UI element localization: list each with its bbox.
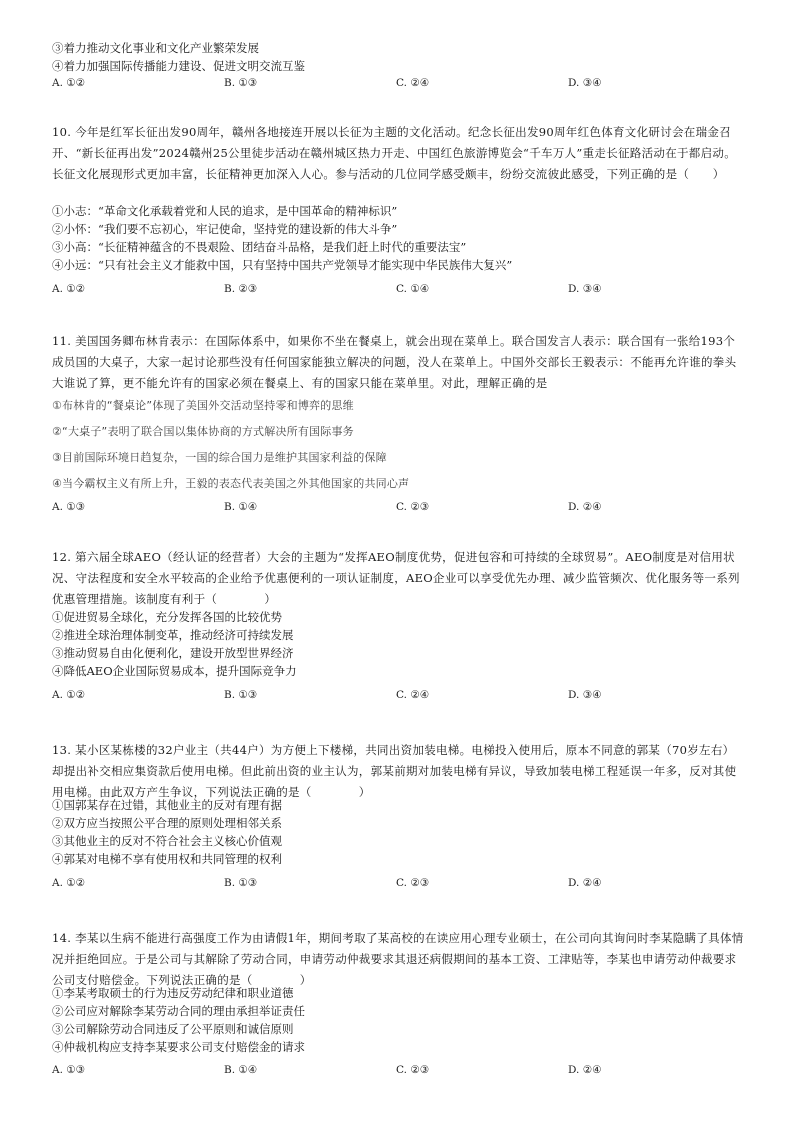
option-b: B. ①③ bbox=[224, 77, 258, 89]
option-b: B. ①④ bbox=[224, 1064, 258, 1076]
q12-item-4: ④降低AEO企业国际贸易成本，提升国际竞争力 bbox=[52, 664, 297, 678]
option-c: C. ②③ bbox=[396, 877, 430, 889]
top-options bbox=[52, 77, 732, 93]
q13-item-4: ④郭某对电梯不享有使用权和共同管理的权利 bbox=[52, 852, 282, 866]
q11-item-2: ②“大桌子”表明了联合国以集体协商的方式解决所有国际事务 bbox=[52, 425, 354, 438]
option-a: A. ①② bbox=[52, 689, 86, 701]
q11-stem: 11. 美国国务卿布林肯表示：在国际体系中，如果你不坐在餐桌上，就会出现在菜单上。联合国发言人表示：联合国有一张给193个成员国的大桌子，大家一起讨论那些没有任何国家能独立解决的问题，没人在菜单上。中国外交部长王毅表示：不能再允许谁的拳头大谁说了算，更不能允许有的国家必须在餐桌上、有的国家只能在菜单里。对此，理解正确的是 bbox=[52, 334, 737, 390]
option-c: C. ①④ bbox=[396, 283, 430, 295]
q12-options bbox=[52, 689, 732, 705]
q10-item-2: ②小怀：“我们要不忘初心，牢记使命，坚持党的建设新的伟大斗争” bbox=[52, 222, 398, 236]
q12-item-2: ②推进全球治理体制变革，推动经济可持续发展 bbox=[52, 628, 294, 642]
option-c: C. ②④ bbox=[396, 77, 430, 89]
q12-item-1: ①促进贸易全球化，充分发挥各国的比较优势 bbox=[52, 610, 282, 624]
option-a: A. ①③ bbox=[52, 501, 86, 513]
option-d: D. ②④ bbox=[568, 877, 602, 889]
q10-stem: 10. 今年是红军长征出发90周年，赣州各地接连开展以长征为主题的文化活动。纪念长征出发90周年红色体育文化研讨会在瑞金召开、“新长征再出发”2024赣州25公里徒步活动在赣州城区热力开走、中国红色旅游博览会“千车万人”重走长征路活动在于都启动。长征文化展现形式更加丰富，长征精神更加深入人心。参与活动的几位同学感受颇丰，纷纷交流彼此感受，下列正确的是（ ） bbox=[52, 125, 737, 181]
q13-item-3: ③其他业主的反对不符合社会主义核心价值观 bbox=[52, 834, 282, 848]
q11-item-3: ③目前国际环境日趋复杂，一国的综合国力是维护其国家利益的保障 bbox=[52, 451, 387, 464]
option-a: A. ①③ bbox=[52, 1064, 86, 1076]
q14-item-2: ②公司应对解除李某劳动合同的理由承担举证责任 bbox=[52, 1004, 305, 1018]
q14-stem: 14. 李某以生病不能进行高强度工作为由请假1年，期间考取了某高校的在读应用心理专业硕士，在公司向其询问时李某隐瞒了具体情况并拒绝回应。于是公司与其解除了劳动合同，申请劳动仲裁要求其退还病假期间的基本工资、工津贴等，李某也申请劳动仲裁要求公司支付赔偿金。下列说法正确的是（ ） bbox=[52, 931, 744, 987]
option-c: C. ②③ bbox=[396, 501, 430, 513]
q10-item-3: ③小高：“长征精神蕴含的不畏艰险、团结奋斗品格，是我们赶上时代的重要法宝” bbox=[52, 240, 467, 254]
q13-item-2: ②双方应当按照公平合理的原则处理相邻关系 bbox=[52, 816, 282, 830]
option-b: B. ①③ bbox=[224, 877, 258, 889]
option-c: C. ②④ bbox=[396, 689, 430, 701]
q12-item-3: ③推动贸易自由化便利化，建设开放型世界经济 bbox=[52, 646, 294, 660]
q14-item-1: ①李某考取硕士的行为违反劳动纪律和职业道德 bbox=[52, 986, 294, 1000]
q13-options bbox=[52, 877, 732, 893]
option-b: B. ①④ bbox=[224, 501, 258, 513]
q11-item-4: ④当今霸权主义有所上升，王毅的表态代表美国之外其他国家的共同心声 bbox=[52, 477, 410, 490]
option-d: D. ②④ bbox=[568, 501, 602, 513]
q11-item-1: ①布林肯的“餐桌论”体现了美国外交活动坚持零和博弈的思维 bbox=[52, 399, 354, 412]
option-c: C. ②③ bbox=[396, 1064, 430, 1076]
q13-stem: 13. 某小区某栋楼的32户业主（共44户）为方便上下楼梯，共同出资加装电梯。电梯投入使用后，原本不同意的郭某（70岁左右）却提出补交相应集资款后使用电梯。但此前出资的业主认为，郭某前期对加装电梯有异议，导致加装电梯工程延误一年多，反对其使用电梯。由此双方产生争议，下列说法正确的是（ ） bbox=[52, 743, 737, 799]
option-a: A. ①② bbox=[52, 283, 86, 295]
option-d: D. ②④ bbox=[568, 1064, 602, 1076]
q10-item-4: ④小远：“只有社会主义才能救中国，只有坚持中国共产党领导才能实现中华民族伟大复兴” bbox=[52, 258, 513, 272]
q14-options bbox=[52, 1064, 732, 1080]
q11-options bbox=[52, 501, 732, 517]
option-b: B. ②③ bbox=[224, 283, 258, 295]
option-a: A. ①② bbox=[52, 77, 86, 89]
option-a: A. ①② bbox=[52, 877, 86, 889]
top-item-3: ③着力推动文化事业和文化产业繁荣发展 bbox=[52, 41, 259, 55]
q10-options bbox=[52, 283, 732, 299]
option-d: D. ③④ bbox=[568, 283, 602, 295]
option-b: B. ①③ bbox=[224, 689, 258, 701]
top-item-4: ④着力加强国际传播能力建设、促进文明交流互鉴 bbox=[52, 59, 305, 73]
q12-stem: 12. 第六届全球AEO（经认证的经营者）大会的主题为“发挥AEO制度优势，促进包容和可持续的全球贸易”。AEO制度是对信用状况、守法程度和安全水平较高的企业给予优惠便利的一项认证制度，AEO企业可以享受优先办理、减少监管频次、优化服务等一系列优惠管理措施。该制度有利于（ ） bbox=[52, 550, 740, 606]
option-d: D. ③④ bbox=[568, 77, 602, 89]
option-d: D. ③④ bbox=[568, 689, 602, 701]
q13-item-1: ①国郭某存在过错，其他业主的反对有理有据 bbox=[52, 798, 282, 812]
q14-item-4: ④仲裁机构应支持李某要求公司支付赔偿金的请求 bbox=[52, 1040, 305, 1054]
q10-item-1: ①小志：“革命文化承载着党和人民的追求，是中国革命的精神标识” bbox=[52, 204, 398, 218]
q14-item-3: ③公司解除劳动合同违反了公平原则和诚信原则 bbox=[52, 1022, 294, 1036]
